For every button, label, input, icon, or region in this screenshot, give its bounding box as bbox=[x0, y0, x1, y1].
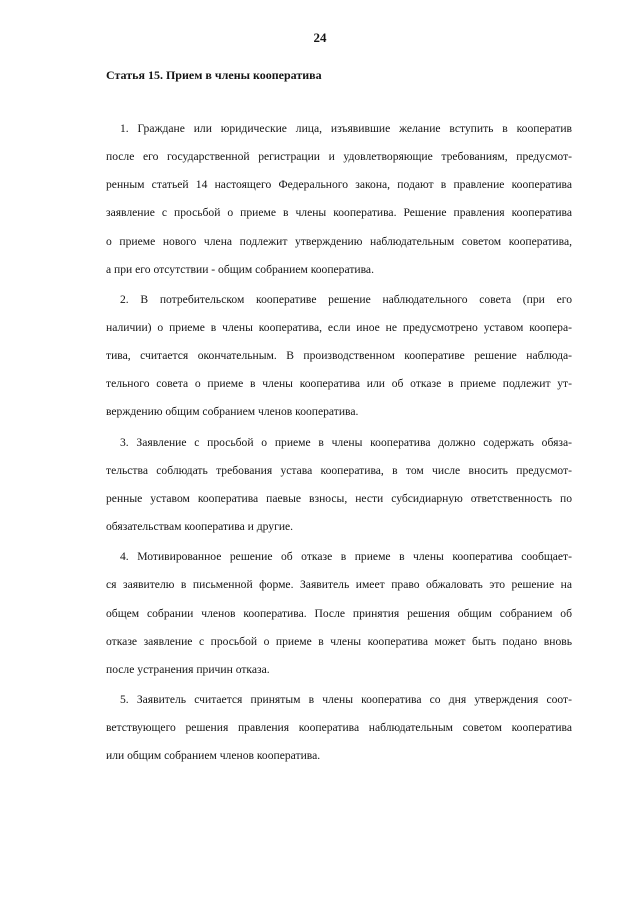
text-line: ся заявителю в письменной форме. Заявитель имеет право обжаловать это решение на bbox=[106, 578, 572, 591]
text-line: верждению общим собранием членов кооператива. bbox=[106, 405, 359, 418]
text-line: 1. Граждане или юридические лица, изъявившие желание вступить в кооператив bbox=[120, 122, 572, 135]
text-line: о приеме нового члена подлежит утверждению наблюдательным советом кооператива, bbox=[106, 235, 572, 248]
text-line: 3. Заявление с просьбой о приеме в члены кооператива должно содержать обяза- bbox=[120, 436, 572, 449]
text-line: заявление с просьбой о приеме в члены кооператива. Решение правления кооператива bbox=[106, 206, 572, 219]
text-line: после устранения причин отказа. bbox=[106, 663, 270, 676]
text-line: 2. В потребительском кооперативе решение наблюдательного совета (при его bbox=[120, 293, 572, 306]
text-line: 4. Мотивированное решение об отказе в приеме в члены кооператива сообщает- bbox=[120, 550, 572, 563]
article-heading: Статья 15. Прием в члены кооператива bbox=[106, 68, 322, 82]
page-number: 24 bbox=[313, 30, 327, 45]
text-line: ренным статьей 14 настоящего Федерального закона, подают в правление кооператива bbox=[106, 178, 572, 191]
text-line: тельства соблюдать требования устава кооператива, в том числе вносить предусмот- bbox=[106, 464, 572, 477]
text-line: а при его отсутствии - общим собранием кооператива. bbox=[106, 263, 374, 276]
text-line: тельного совета о приеме в члены кооператива или об отказе в приеме подлежит ут- bbox=[106, 377, 572, 390]
text-line: тива, считается окончательным. В производственном кооперативе решение наблюда- bbox=[106, 349, 572, 362]
text-line: после его государственной регистрации и удовлетворяющие требованиям, предусмот- bbox=[106, 150, 572, 163]
text-line: обязательствам кооператива и другие. bbox=[106, 520, 294, 533]
text-line: ренные уставом кооператива паевые взносы, нести субсидиарную ответственность по bbox=[106, 492, 572, 505]
text-line: 5. Заявитель считается принятым в члены кооператива со дня утверждения соот- bbox=[120, 693, 572, 706]
text-line: или общим собранием членов кооператива. bbox=[106, 749, 321, 762]
text-line: отказе заявление с просьбой о приеме в члены кооператива может быть подано вновь bbox=[106, 635, 572, 648]
text-line: ветствующего решения правления кооператива наблюдательным советом кооператива bbox=[106, 721, 572, 734]
text-line: наличии) о приеме в члены кооператива, если иное не предусмотрено уставом коопера- bbox=[106, 321, 572, 334]
text-line: общем собрании членов кооператива. После принятия решения общим собранием об bbox=[106, 607, 572, 620]
